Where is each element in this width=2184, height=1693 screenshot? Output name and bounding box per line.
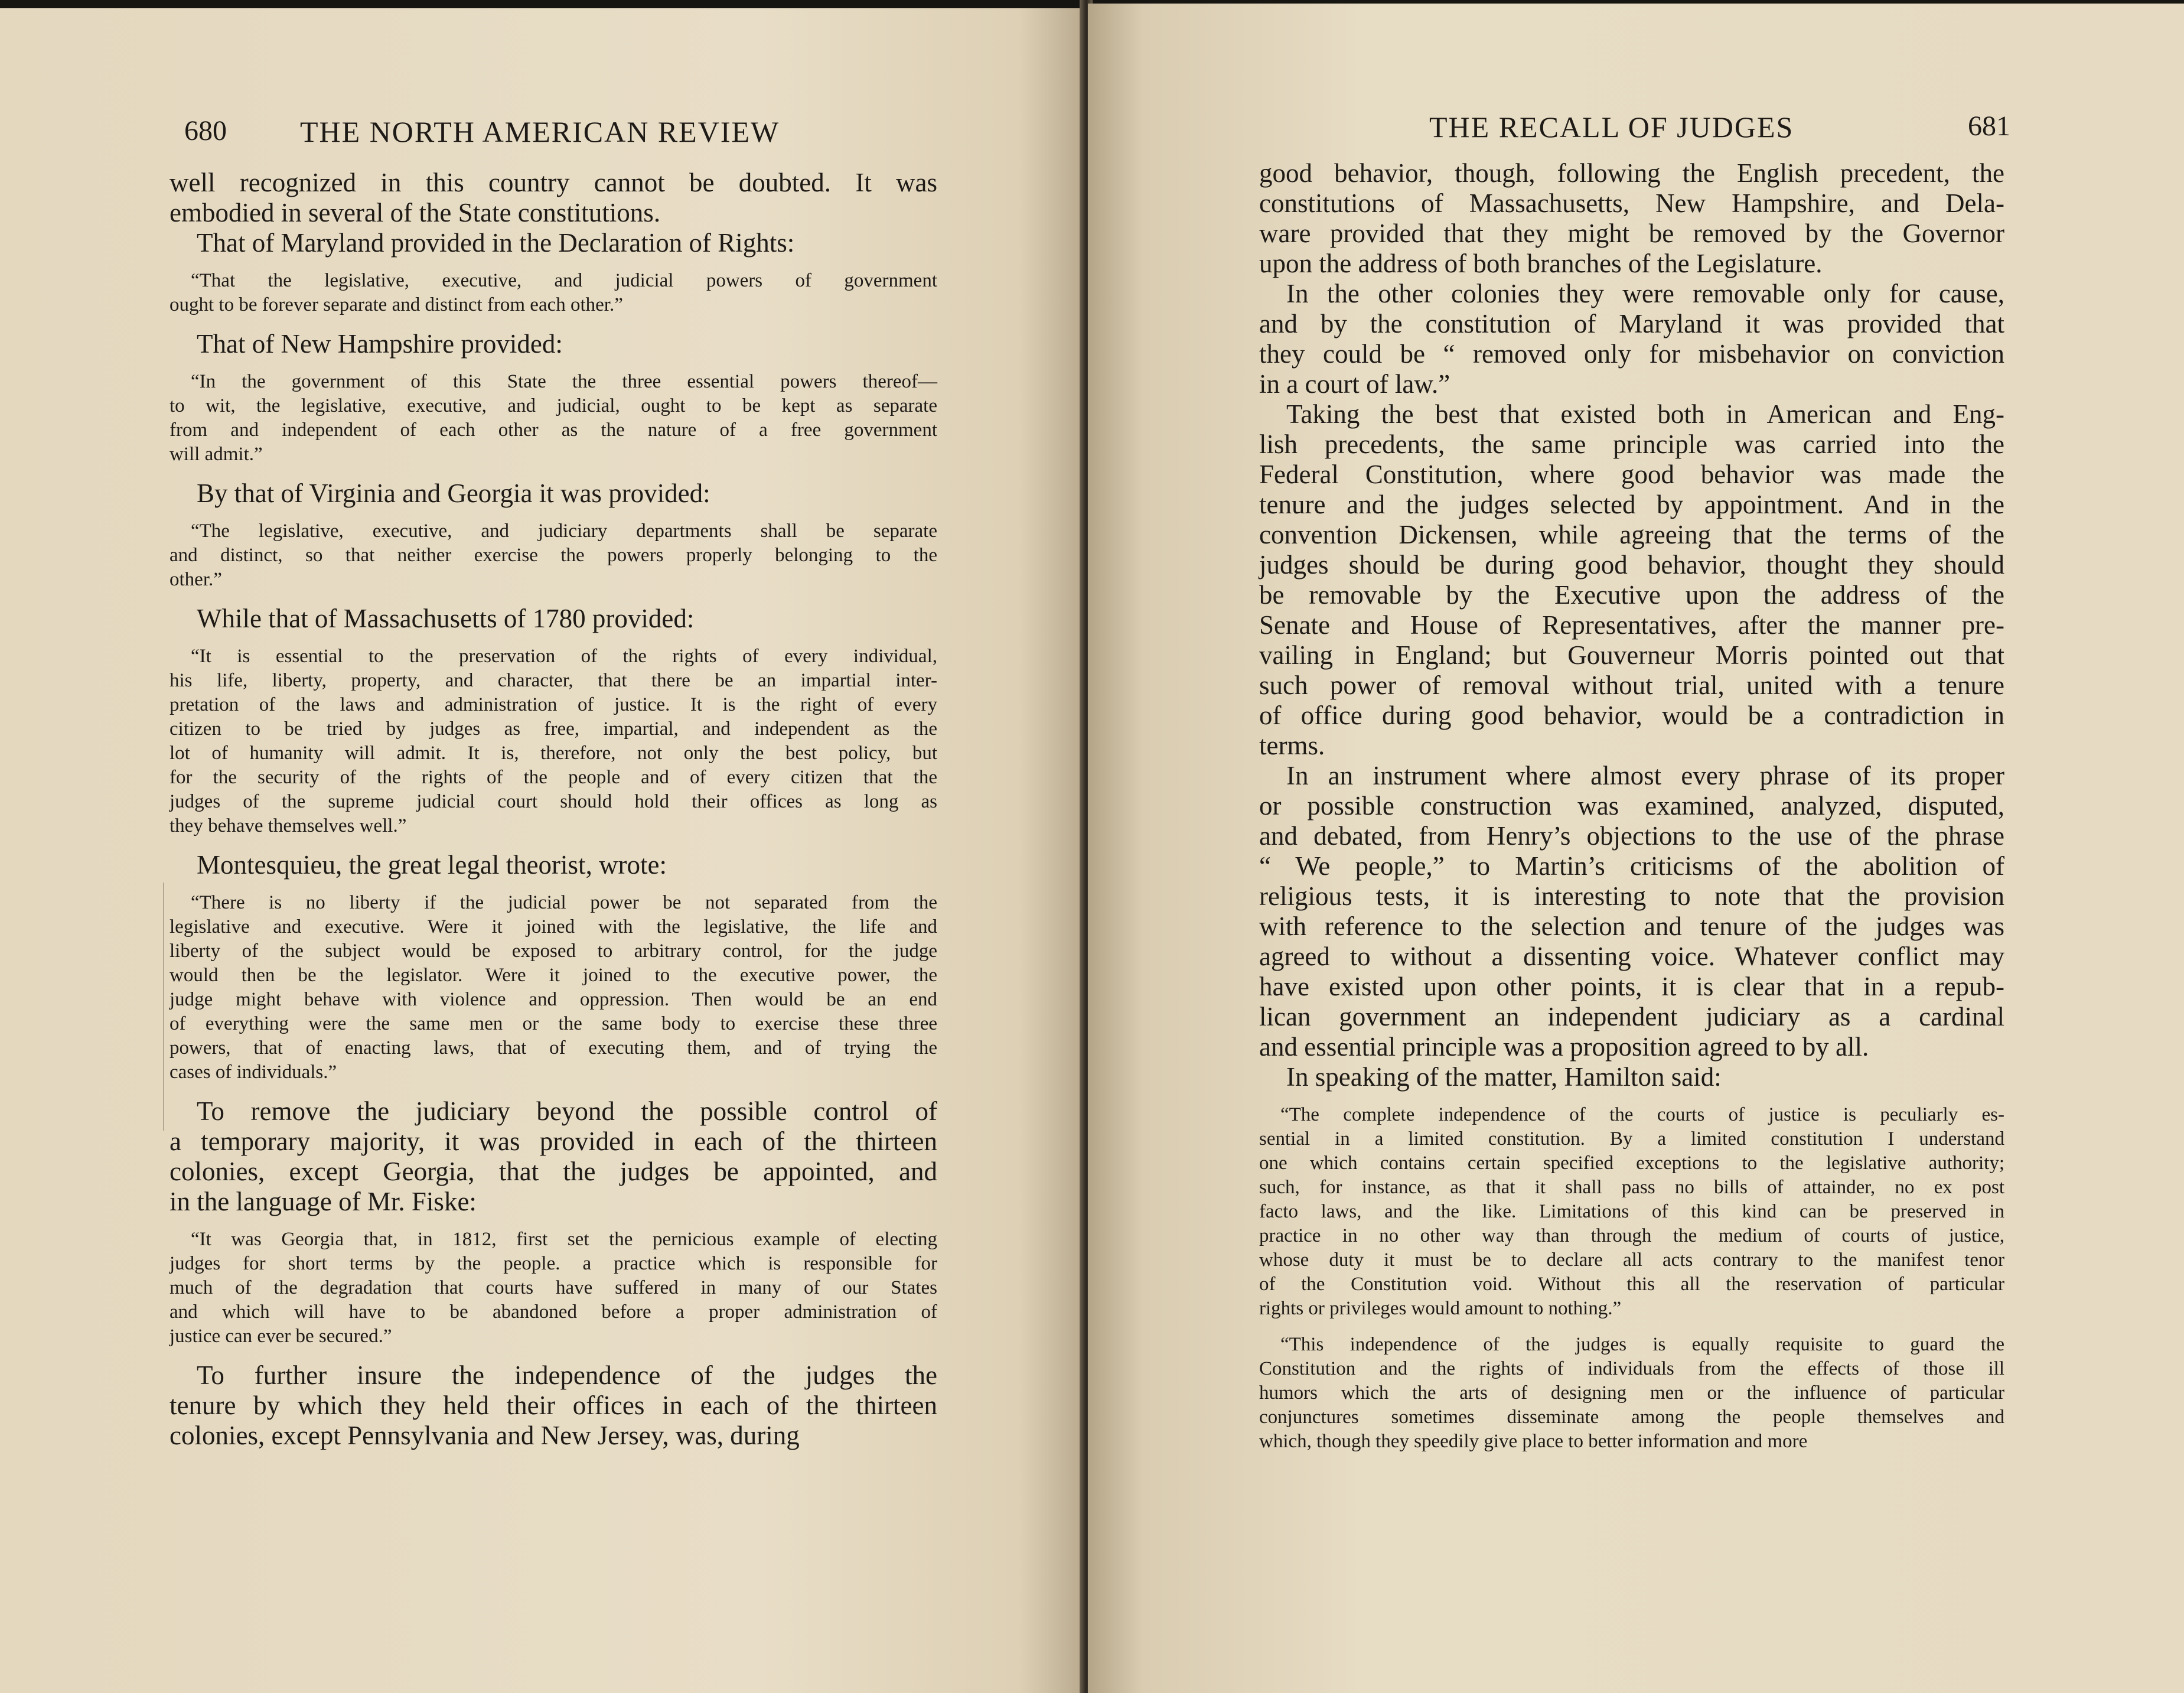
- text-line: well recognized in this country cannot be doubted. It was: [169, 168, 937, 197]
- text-line: of everything were the same men or the same body to exercise these three: [169, 1013, 937, 1034]
- running-head: THE NORTH AMERICAN REVIEW: [300, 115, 780, 148]
- text-line: “The legislative, executive, and judiciary departments shall be separate: [191, 520, 937, 542]
- text-line: a temporary majority, it was provided in each of the thirteen: [169, 1127, 937, 1156]
- text-line: powers, that of enacting laws, that of executing them, and of trying the: [169, 1037, 937, 1059]
- text-line: have existed upon other points, it is clear that in a repub-: [1259, 972, 2004, 1001]
- text-line: “It was Georgia that, in 1812, first set the pernicious example of electing: [191, 1229, 937, 1250]
- text-line: conjunctures sometimes disseminate among the people themselves and: [1259, 1407, 2004, 1428]
- text-line: Senate and House of Representatives, after the manner pre-: [1259, 610, 2004, 640]
- text-line: “This independence of the judges is equally requisite to guard the: [1280, 1334, 2004, 1355]
- text-line: embodied in several of the State constitutions.: [169, 198, 661, 227]
- text-line: in a court of law.”: [1259, 369, 1450, 399]
- text-line: much of the degradation that courts have suffered in many of our States: [169, 1277, 937, 1298]
- text-line: his life, liberty, property, and character, that there be an impartial inter-: [169, 670, 937, 691]
- text-line: judges should be during good behavior, thought they should: [1259, 550, 2004, 579]
- paragraph: [169, 168, 937, 228]
- text-line: good behavior, though, following the English precedent, the: [1259, 158, 2004, 188]
- text-line: “The complete independence of the courts of justice is peculiarly es-: [1280, 1104, 2004, 1125]
- text-line: religious tests, it is interesting to note that the provision: [1259, 881, 2004, 911]
- text-line: In an instrument where almost every phrase of its proper: [1286, 761, 2004, 790]
- text-line: and debated, from Henry’s objections to the use of the phrase: [1259, 821, 2004, 851]
- paragraph: [169, 228, 937, 258]
- block-quote: [169, 644, 937, 838]
- text-line: lot of humanity will admit. It is, therefore, not only the best policy, but: [169, 743, 937, 764]
- text-line: or possible construction was examined, analyzed, disputed,: [1259, 791, 2004, 821]
- text-line: That of Maryland provided in the Declaration of Rights:: [197, 228, 795, 258]
- text-line: for the security of the rights of the people and of every citizen that the: [169, 767, 937, 788]
- right-page: [1088, 4, 2184, 1693]
- paragraph: [1259, 399, 2004, 761]
- text-line: they could be “ removed only for misbehavior on conviction: [1259, 339, 2004, 369]
- text-line: colonies, except Pennsylvania and New Jersey, was, during: [169, 1421, 800, 1450]
- text-line: cases of individuals.”: [169, 1062, 337, 1083]
- text-line: and distinct, so that neither exercise the powers properly belonging to the: [169, 545, 937, 566]
- text-line: practice in no other way than through the medium of courts of justice,: [1259, 1225, 2004, 1246]
- paragraph: [1259, 158, 2004, 279]
- text-line: ought to be forever separate and distinct from each other.”: [169, 294, 623, 315]
- text-line: colonies, except Georgia, that the judges be appointed, and: [169, 1157, 937, 1186]
- text-line: agreed to without a dissenting voice. Whatever conflict may: [1259, 942, 2004, 971]
- paragraph: [169, 1096, 937, 1217]
- text-line: to wit, the legislative, executive, and judicial, ought to be kept as separate: [169, 395, 937, 416]
- text-line: vailing in England; but Gouverneur Morris pointed out that: [1259, 640, 2004, 670]
- text-line: To further insure the independence of the judges the: [197, 1360, 937, 1390]
- text-line: upon the address of both branches of the Legislature.: [1259, 249, 1823, 278]
- text-line: of the Constitution void. Without this all the reservation of particular: [1259, 1274, 2004, 1295]
- right-text-column: [1259, 158, 2004, 1466]
- text-line: humors which the arts of designing men or the influence of particular: [1259, 1382, 2004, 1404]
- block-quote: [169, 1228, 937, 1349]
- text-line: That of New Hampshire provided:: [197, 329, 563, 359]
- text-line: and which will have to be abandoned before a proper administration of: [169, 1301, 937, 1323]
- margin-pencil-mark: [163, 883, 164, 1131]
- text-line: with reference to the selection and tenure of the judges was: [1259, 911, 2004, 941]
- text-line: “It is essential to the preservation of the rights of every individual,: [191, 646, 937, 667]
- text-line: By that of Virginia and Georgia it was provided:: [197, 478, 710, 508]
- text-line: constitutions of Massachusetts, New Hampshire, and Dela-: [1259, 188, 2004, 218]
- text-line: be removable by the Executive upon the address of the: [1259, 580, 2004, 610]
- text-line: one which contains certain specified exceptions to the legislative authority;: [1259, 1152, 2004, 1174]
- text-line: of office during good behavior, would be a contradiction in: [1259, 701, 2004, 730]
- text-line: from and independent of each other as the nature of a free government: [169, 419, 937, 441]
- block-quote: [169, 891, 937, 1085]
- text-line: and by the constitution of Maryland it was provided that: [1259, 309, 2004, 338]
- block-quote: [169, 370, 937, 467]
- text-line: legislative and executive. Were it joined with the legislative, the life and: [169, 916, 937, 937]
- text-line: In the other colonies they were removable only for cause,: [1286, 279, 2004, 308]
- page-number: 680: [184, 115, 227, 146]
- text-line: whose duty it must be to declare all acts contrary to the manifest tenor: [1259, 1249, 2004, 1271]
- text-line: other.”: [169, 569, 222, 590]
- text-line: judges of the supreme judicial court should hold their offices as long as: [169, 791, 937, 812]
- running-head: THE RECALL OF JUDGES: [1429, 110, 1794, 144]
- text-line: Constitution and the rights of individuals from the effects of those ill: [1259, 1358, 2004, 1379]
- paragraph: [169, 478, 937, 509]
- block-quote: [1259, 1103, 2004, 1321]
- text-line: they behave themselves well.”: [169, 815, 407, 836]
- page-number: 681: [1968, 110, 2010, 142]
- text-line: rights or privileges would amount to nothing.”: [1259, 1298, 1622, 1319]
- text-line: Taking the best that existed both in American and Eng-: [1286, 399, 2004, 429]
- text-line: terms.: [1259, 731, 1325, 760]
- text-line: ware provided that they might be removed by the Governor: [1259, 219, 2004, 248]
- text-line: such power of removal without trial, united with a tenure: [1259, 670, 2004, 700]
- text-line: will admit.”: [169, 444, 263, 465]
- text-line: convention Dickensen, while agreeing that the terms of the: [1259, 520, 2004, 549]
- paragraph: [1259, 1062, 2004, 1092]
- text-line: justice can ever be secured.”: [169, 1326, 392, 1347]
- text-line: tenure by which they held their offices in each of the thirteen: [169, 1391, 937, 1420]
- text-line: pretation of the laws and administration of justice. It is the right of every: [169, 694, 937, 715]
- text-line: “ We people,” to Martin’s criticisms of the abolition of: [1259, 851, 2004, 881]
- paragraph: [169, 850, 937, 880]
- text-line: liberty of the subject would be exposed to arbitrary control, for the judge: [169, 940, 937, 962]
- text-line: facto laws, and the like. Limitations of this kind can be preserved in: [1259, 1201, 2004, 1222]
- text-line: citizen to be tried by judges as free, impartial, and independent as the: [169, 718, 937, 740]
- text-line: which, though they speedily give place to better information and more: [1259, 1431, 1808, 1452]
- text-line: such, for instance, as that it shall pass no bills of attainder, no ex post: [1259, 1177, 2004, 1198]
- text-line: “That the legislative, executive, and judicial powers of government: [191, 270, 937, 291]
- text-line: would then be the legislator. Were it joined to the executive power, the: [169, 965, 937, 986]
- text-line: Montesquieu, the great legal theorist, wrote:: [197, 850, 667, 880]
- text-line: To remove the judiciary beyond the possible control of: [197, 1096, 937, 1126]
- text-line: “In the government of this State the three essential powers thereof—: [191, 371, 937, 392]
- block-quote: [169, 519, 937, 592]
- paragraph: [1259, 279, 2004, 399]
- text-line: and essential principle was a proposition agreed to by all.: [1259, 1032, 1869, 1062]
- text-line: judges for short terms by the people. a practice which is responsible for: [169, 1253, 937, 1274]
- text-line: tenure and the judges selected by appointment. And in the: [1259, 490, 2004, 519]
- text-line: judge might behave with violence and oppression. Then would be an end: [169, 989, 937, 1010]
- paragraph: [1259, 761, 2004, 1062]
- paragraph: [169, 1360, 937, 1451]
- paragraph: [169, 604, 937, 634]
- text-line: lish precedents, the same principle was carried into the: [1259, 429, 2004, 459]
- text-line: sential in a limited constitution. By a limited constitution I understand: [1259, 1128, 2004, 1150]
- text-line: Federal Constitution, where good behavior was made the: [1259, 460, 2004, 489]
- text-line: in the language of Mr. Fiske:: [169, 1187, 477, 1216]
- text-line: “There is no liberty if the judicial power be not separated from the: [191, 892, 937, 913]
- left-text-column: [169, 168, 937, 1451]
- block-quote: [169, 269, 937, 317]
- text-line: In speaking of the matter, Hamilton said:: [1286, 1062, 1722, 1092]
- left-page: [0, 8, 1084, 1693]
- text-line: lican government an independent judiciary as a cardinal: [1259, 1002, 2004, 1031]
- paragraph: [169, 329, 937, 359]
- block-quote: [1259, 1333, 2004, 1454]
- text-line: While that of Massachusetts of 1780 provided:: [197, 604, 695, 633]
